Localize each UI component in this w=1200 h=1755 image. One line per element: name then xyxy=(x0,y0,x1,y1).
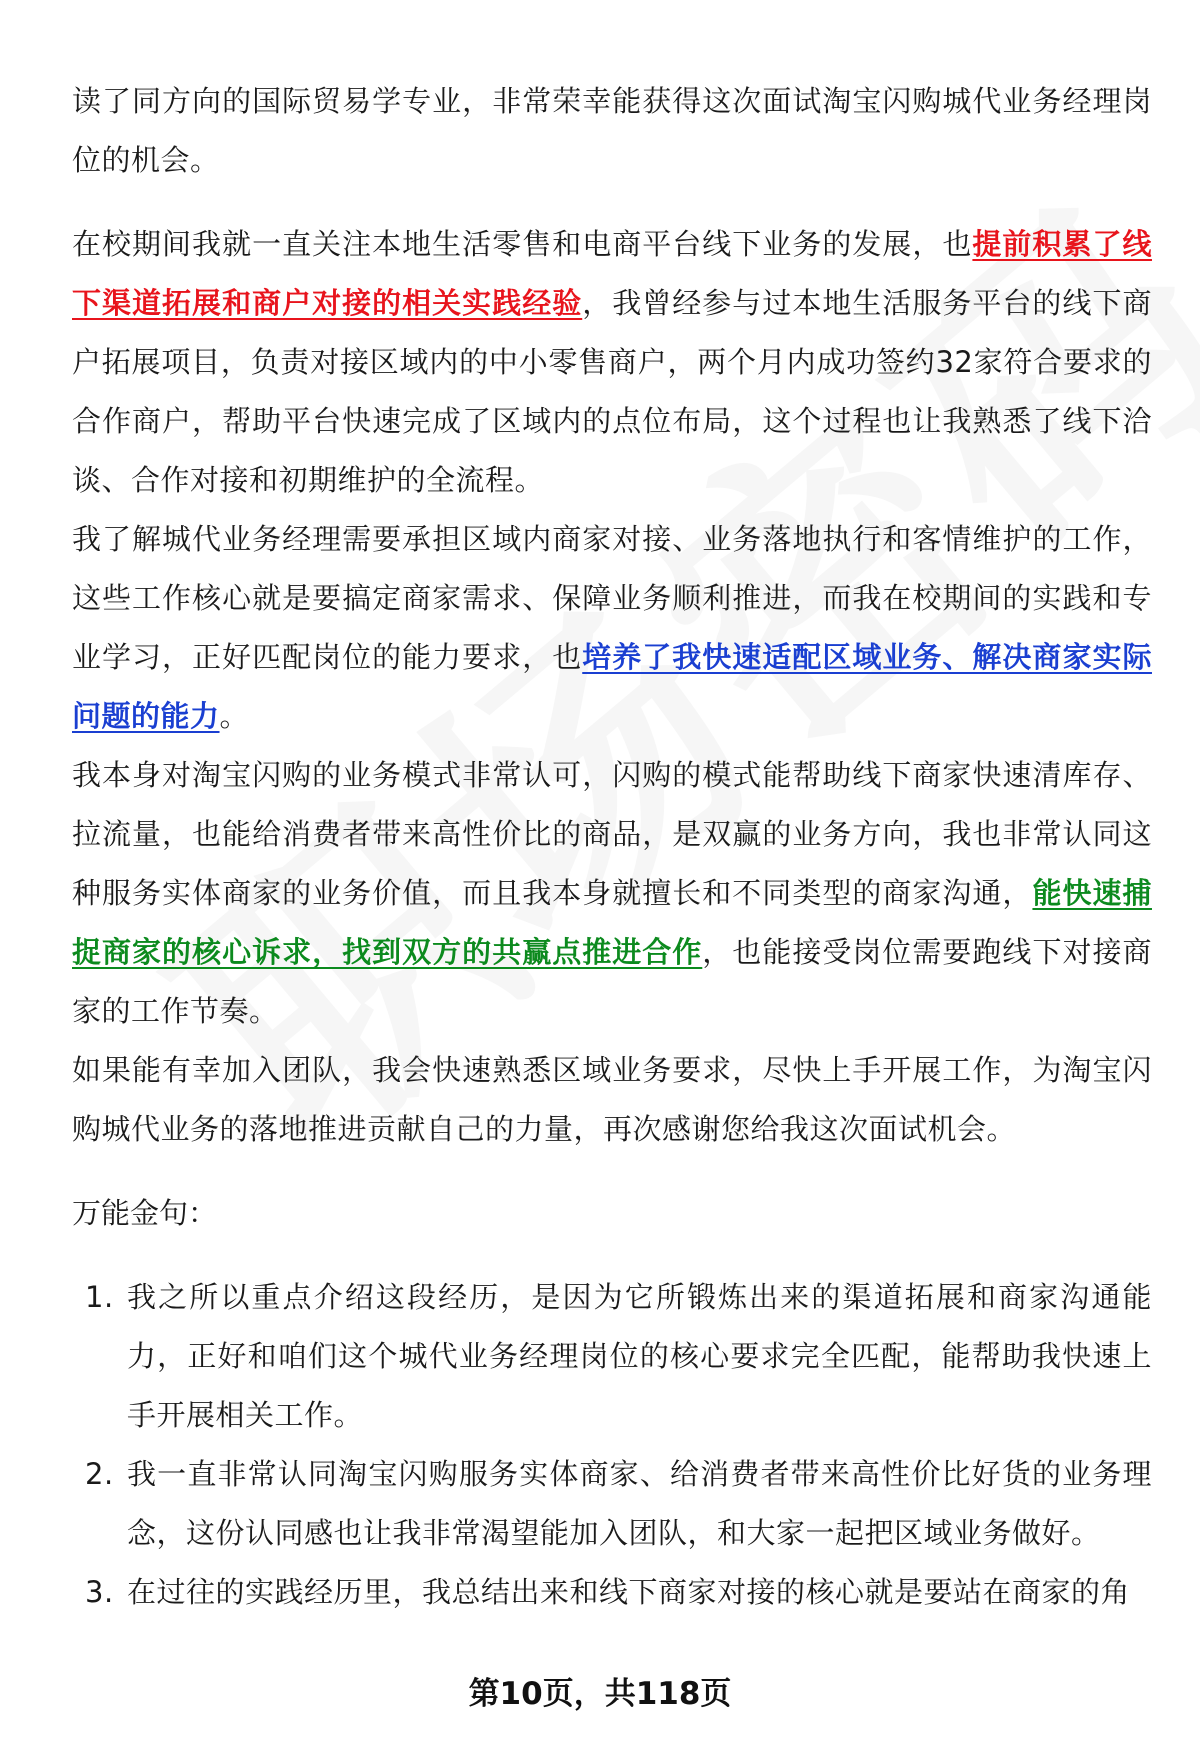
highlight-red: 提前积累了线下渠道拓展和商户对接的相关实践经验 xyxy=(72,227,1152,320)
text: 。 xyxy=(219,699,250,733)
golden-heading: 万能金句： xyxy=(72,1196,218,1230)
list-number: 1. xyxy=(85,1280,114,1314)
document-body xyxy=(72,72,1152,1622)
text: 我本身对淘宝闪购的业务模式非常认可，闪购的模式能帮助线下商家快速清库存、拉流量，也能给消费者带来高性价比的商品，是双赢的业务方向，我也非常认同这种服务实体商家的业务价值，而且我本身就擅长和不同类型的商家沟通， xyxy=(72,758,1152,910)
paragraph-experience xyxy=(72,215,1152,510)
list-text: 在过往的实践经历里，我总结出来和线下商家对接的核心就是要站在商家的角 xyxy=(127,1575,1131,1609)
paragraph-business-model xyxy=(72,746,1152,1041)
list-number: 3. xyxy=(85,1575,114,1609)
page-footer: 第10页，共118页 xyxy=(468,1676,732,1712)
highlight-green: 能快速捕捉商家的核心诉求，找到双方的共赢点推进合作 xyxy=(72,876,1152,969)
paragraph-role-fit xyxy=(72,510,1152,746)
golden-list xyxy=(72,1268,1152,1622)
list-item xyxy=(72,1268,1152,1445)
text: ，也能接受岗位需要跑线下对接商家的工作节奏。 xyxy=(72,935,1152,1028)
list-number: 2. xyxy=(85,1457,114,1491)
paragraph-intro: 读了同方向的国际贸易学专业，非常荣幸能获得这次面试淘宝闪购城代业务经理岗位的机会。 xyxy=(72,84,1152,177)
paragraph-closing: 如果能有幸加入团队，我会快速熟悉区域业务要求，尽快上手开展工作，为淘宝闪购城代业务的落地推进贡献自己的力量，再次感谢您给我这次面试机会。 xyxy=(72,1053,1152,1146)
text: ，我曾经参与过本地生活服务平台的线下商户拓展项目，负责对接区域内的中小零售商户，两个月内成功签约32家符合要求的合作商户，帮助平台快速完成了区域内的点位布局，这个过程也让我熟悉了线下洽谈、合作对接和初期维护的全流程。 xyxy=(72,286,1152,497)
list-text: 我一直非常认同淘宝闪购服务实体商家、给消费者带来高性价比好货的业务理念，这份认同感也让我非常渴望能加入团队，和大家一起把区域业务做好。 xyxy=(127,1457,1152,1550)
list-item xyxy=(72,1563,1152,1622)
list-text: 我之所以重点介绍这段经历，是因为它所锻炼出来的渠道拓展和商家沟通能力，正好和咱们这个城代业务经理岗位的核心要求完全匹配，能帮助我快速上手开展相关工作。 xyxy=(127,1280,1152,1432)
list-item xyxy=(72,1445,1152,1563)
text: 在校期间我就一直关注本地生活零售和电商平台线下业务的发展，也 xyxy=(72,227,973,261)
highlight-blue: 培养了我快速适配区域业务、解决商家实际问题的能力 xyxy=(72,640,1152,733)
text: 我了解城代业务经理需要承担区域内商家对接、业务落地执行和客情维护的工作，这些工作核心就是要搞定商家需求、保障业务顺利推进，而我在校期间的实践和专业学习，正好匹配岗位的能力要求，也 xyxy=(72,522,1152,674)
